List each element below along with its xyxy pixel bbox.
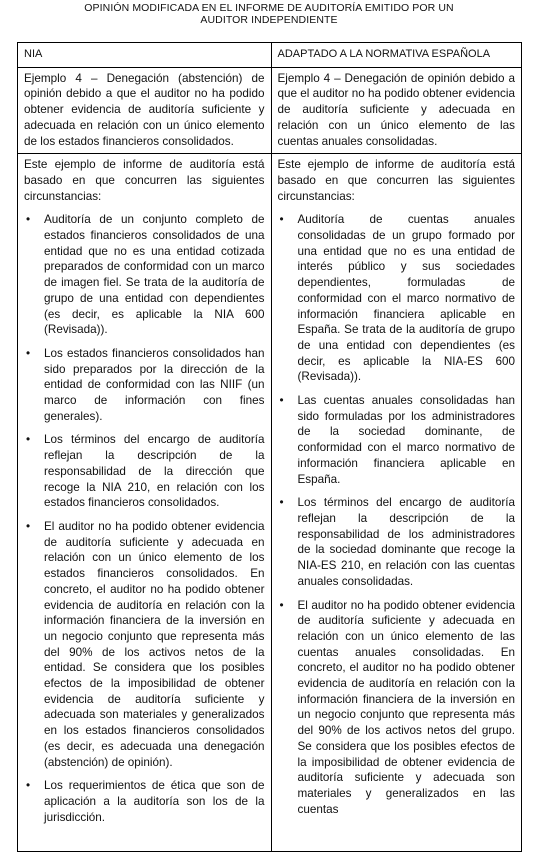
circumstances-list-spanish [278,212,516,817]
bullet-icon: • [279,598,284,612]
list-item-text: El auditor no ha podido obtener evidencia de auditoría suficiente y adecuada en relación con un único elemento de las cuentas anuales consolidadas. En concreto, el auditor no ha podido obtener evidencia de auditoría en relación con la información financiera de la inversión en un negocio conjunto que representa más del 90% de los activos netos del grupo. Se considera que los posibles efectos de la imposibilidad de obtener evidencia de auditoría suficiente y adecuada son materiales y generalizados en las cuentas [297,598,515,816]
column-header-nia: NIA [18,43,272,68]
column-header-row [18,43,522,68]
list-item [24,432,265,511]
list-item-text: Los estados financieros consolidados han sido preparados por la dirección de la entidad de conformidad con las NIIF (un marco de información con fines generales). [44,346,265,423]
list-item [278,212,516,385]
circumstances-row [18,154,522,852]
bullet-icon: • [26,433,31,447]
bullet-icon: • [279,213,284,227]
list-item-text: Los términos del encargo de auditoría reflejan la descripción de la responsabilidad de la dirección que recoge la NIA 210, en relación con los estados financieros consolidados. [44,433,265,510]
list-item [278,393,516,487]
list-item [24,519,265,770]
bullet-icon: • [26,346,31,360]
intro-paragraph: Este ejemplo de informe de auditoría está basado en que concurren las siguientes circunstancias: [24,158,265,203]
list-item [278,495,516,589]
document-title-line-2: AUDITOR INDEPENDIENTE [200,14,338,26]
list-item [24,346,265,425]
list-item [24,778,265,825]
list-item [278,598,516,818]
list-item-text: El auditor no ha podido obtener evidencia de auditoría suficiente y adecuada en relación con un único elemento de los estados financieros consolidados. En concreto, el auditor no ha podido obtener evidencia de auditoría en relación con la información financiera de la inversión en un negocio conjunto que representa más del 90% de los activos netos de la entidad. Se considera que los posibles efectos de la imposibilidad de obtener evidencia de auditoría suficiente y adecuada son materiales y generalizados en los estados financieros consolidados (es decir, es adecuada una denegación (abstención) de opinión). [44,519,265,769]
bullet-icon: • [279,496,284,510]
document-header [0,2,538,26]
list-item-text: Auditoría de cuentas anuales consolidadas de un grupo formado por una entidad que no es una entidad de interés público y sus sociedades dependientes, formuladas de conformidad con el marco normativo de información financiera aplicable en España. Se trata de la auditoría de grupo de una entidad con dependientes (es decir, es aplicable la NIA-ES 600 (Revisada)). [297,213,515,384]
intro-paragraph: Este ejemplo de informe de auditoría está basado en que concurren las siguientes circunstancias: [277,158,515,203]
example-title-nia: Ejemplo 4 – Denegación (abstención) de opinión debido a que el auditor no ha podido obtener evidencia de auditoría suficiente y adecuada en relación con un único elemento de los estados financieros consolidados. [18,67,272,154]
list-item-text: Las cuentas anuales consolidadas han sido formuladas por los administradores de la sociedad dominante, de conformidad con el marco normativo de información financiera aplicable en España. [297,394,515,486]
document-title-line-1: OPINIÓN MODIFICADA EN EL INFORME DE AUDITORÍA EMITIDO POR UN [84,2,454,14]
column-header-spanish-standard: ADAPTADO A LA NORMATIVA ESPAÑOLA [271,43,522,68]
list-item-text: Auditoría de un conjunto completo de estados financieros consolidados de una entidad que no es una entidad cotizada preparados de conformidad con un marco de imagen fiel. Se trata de la auditoría de grupo de una entidad con dependientes (es decir, es aplicable la NIA 600 (Revisada)). [44,213,265,337]
example-title-spanish: Ejemplo 4 – Denegación de opinión debido a que el auditor no ha podido obtener evidencia de auditoría suficiente y adecuada en relación con un único elemento de las cuentas anuales consolidadas. [271,67,522,154]
bullet-icon: • [279,394,284,408]
bullet-icon: • [26,779,31,793]
list-item-text: Los requerimientos de ética que son de aplicación a la auditoría son los de la jurisdicción. [44,779,265,824]
example-title-row [18,67,522,154]
list-item [24,212,265,338]
list-item-text: Los términos del encargo de auditoría reflejan la descripción de la responsabilidad de los administradores de la sociedad dominante que recoge la NIA-ES 210, en relación con las cuentas anuales consolidadas. [297,496,515,588]
circumstances-spanish [271,154,522,852]
bullet-icon: • [26,213,31,227]
comparison-table [17,42,522,852]
circumstances-list-nia [24,212,265,825]
circumstances-nia [18,154,272,852]
bullet-icon: • [26,519,31,533]
